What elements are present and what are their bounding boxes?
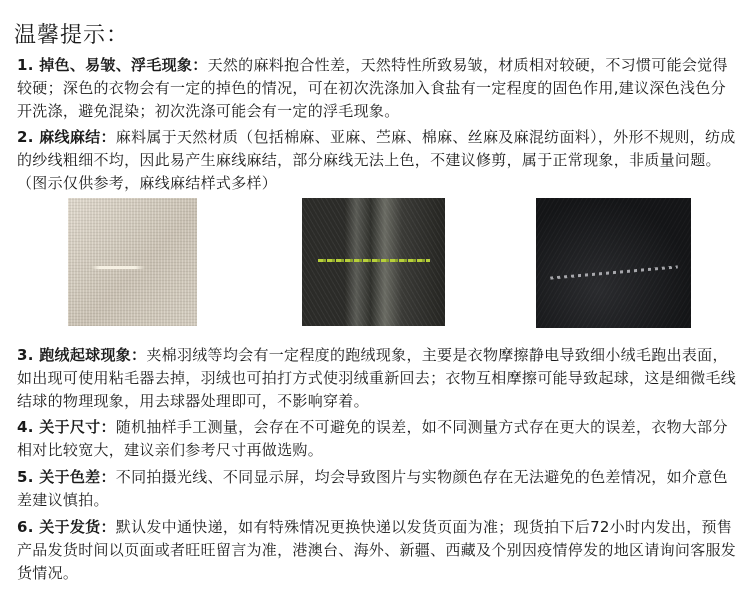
- black-linen-white-slub-photo: [536, 198, 691, 328]
- tip-body: 天然的麻料抱合性差，天然特性所致易皱，材质相对较硬，不习惯可能会觉得较硬；深色的衣物会有一定的掉色的情况，可在初次洗涤加入食盐有一定程度的固色作用,建议深色浅色分开洗涤，避免混染；初次洗涤可能会有一定的浮毛现象。: [17, 56, 728, 120]
- tip-heading: 4. 关于尺寸：: [17, 418, 116, 436]
- tip-size: [17, 416, 737, 462]
- beige-linen-slub-photo: [68, 198, 197, 326]
- tip-heading: 1. 掉色、易皱、浮毛现象：: [17, 56, 208, 74]
- tip-heading: 5. 关于色差：: [17, 468, 116, 486]
- tip-body: 随机抽样手工测量，会存在不可避免的误差，如不同测量方式存在更大的误差，衣物大部分相对比较宽大，建议亲们参考尺寸再做选购。: [17, 418, 728, 459]
- slub-line: [550, 265, 678, 279]
- tip-heading: 2. 麻线麻结：: [17, 128, 116, 146]
- tip-heading: 3. 跑绒起球现象：: [17, 346, 147, 364]
- page-title: 温馨提示：: [14, 23, 130, 48]
- tip-lint-pilling: [17, 344, 737, 413]
- tip-linen-slubs: [17, 126, 737, 195]
- slub-line: [318, 259, 430, 262]
- slub-line: [68, 266, 197, 269]
- tip-fading-wrinkling: [17, 54, 737, 123]
- tip-shipping: [17, 516, 737, 585]
- tip-heading: 6. 关于发货：: [17, 518, 116, 536]
- tip-color-difference: [17, 466, 737, 512]
- tip-body: 夹棉羽绒等均会有一定程度的跑绒现象，主要是衣物摩擦静电导致细小绒毛跑出表面，如出现可使用粘毛器去掉，羽绒也可拍打方式使羽绒重新回去；衣物互相摩擦可能导致起球，这是细微毛线结球的物理现象，用去球器处理即可，不影响穿着。: [17, 346, 737, 410]
- tip-body: 不同拍摄光线、不同显示屏，均会导致图片与实物颜色存在无法避免的色差情况，如介意色差建议慎拍。: [17, 468, 728, 509]
- grey-linen-yellow-slub-photo: [302, 198, 445, 326]
- tip-body: 麻料属于天然材质（包括棉麻、亚麻、苎麻、棉麻、丝麻及麻混纺面料），外形不规则，纺成的纱线粗细不均，因此易产生麻线麻结，部分麻线无法上色，不建议修剪，属于正常现象，非质量问题。（图示仅供参考，麻线麻结样式多样）: [17, 128, 736, 192]
- tip-body: 默认发中通快递，如有特殊情况更换快递以发货页面为准；现货拍下后72小时内发出，预售产品发货时间以页面或者旺旺留言为准，港澳台、海外、新疆、西藏及个别因疫情停发的地区请询问客服发货情况。: [17, 518, 737, 582]
